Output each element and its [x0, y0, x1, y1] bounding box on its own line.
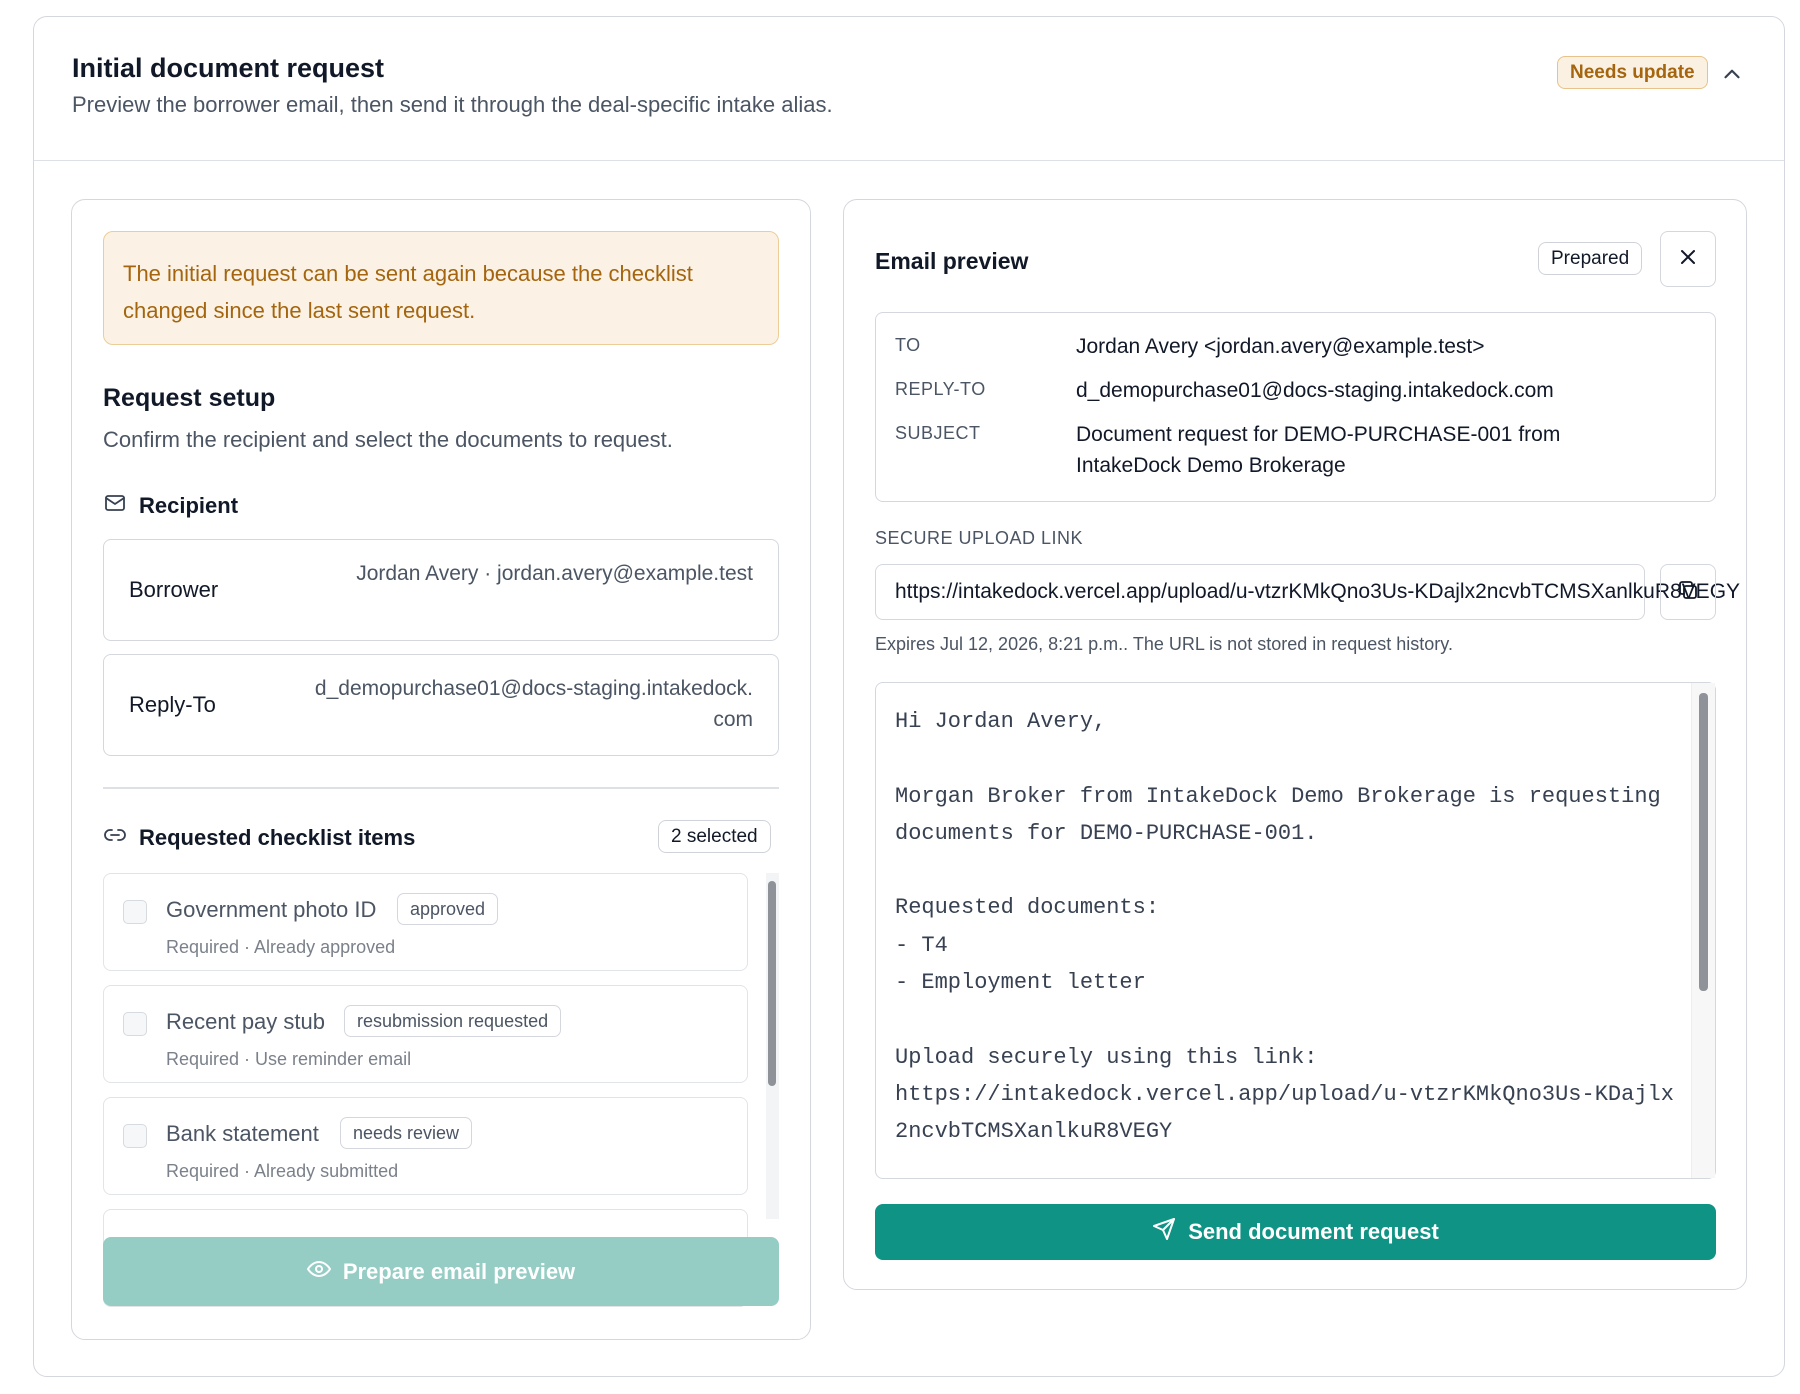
- reply-to-value: d_demopurchase01@docs-staging.intakedock.com: [314, 677, 753, 731]
- upload-link-field[interactable]: https://intakedock.vercel.app/upload/u-vtzrKMkQno3Us-KDajlx2ncvbTCMSXanlkuR8VEGY: [875, 564, 1645, 620]
- item-meta: Required · Already approved: [166, 937, 396, 957]
- item-meta: Required · Use reminder email: [166, 1049, 412, 1069]
- prepared-badge: Prepared: [1538, 242, 1642, 275]
- borrower-label: Borrower: [129, 577, 219, 602]
- reply-to-header-value: d_demopurchase01@docs-staging.intakedock.com: [1076, 379, 1554, 402]
- request-setup-panel: [71, 199, 811, 1340]
- item-checkbox[interactable]: [123, 900, 147, 924]
- checklist-item[interactable]: [103, 873, 748, 971]
- copy-link-button[interactable]: [1660, 564, 1716, 620]
- to-value: Jordan Avery <jordan.avery@example.test>: [1076, 335, 1485, 358]
- email-body-scrollbar[interactable]: [1699, 693, 1708, 991]
- item-meta: Required · Already submitted: [166, 1161, 399, 1181]
- link-expiry-note: Expires Jul 12, 2026, 8:21 p.m.. The URL is not stored in request history.: [875, 634, 1453, 654]
- to-key: TO: [895, 335, 921, 355]
- item-status-badge: approved: [397, 893, 498, 925]
- request-setup-title: Request setup: [103, 384, 276, 412]
- send-document-request-button[interactable]: [875, 1204, 1716, 1260]
- checklist-scrollbar[interactable]: [768, 881, 776, 1086]
- email-headers: [875, 312, 1716, 502]
- reply-to-label: Reply-To: [129, 692, 216, 717]
- item-name: Government photo ID: [166, 897, 377, 922]
- subject-key: SUBJECT: [895, 423, 981, 443]
- reply-to-key: REPLY-TO: [895, 379, 986, 399]
- close-preview-button[interactable]: [1660, 231, 1716, 287]
- page-subtitle: Preview the borrower email, then send it through the deal-specific intake alias.: [72, 92, 833, 117]
- section-divider: [103, 787, 779, 789]
- link-icon: [103, 823, 127, 853]
- reply-to-field: [103, 654, 779, 756]
- recipient-label: Recipient: [139, 493, 239, 518]
- needs-update-badge: Needs update: [1557, 56, 1708, 89]
- card-header: [34, 17, 1784, 161]
- item-status-badge: resubmission requested: [344, 1005, 561, 1037]
- close-icon: [1676, 245, 1700, 274]
- email-body[interactable]: [875, 682, 1716, 1179]
- send-button-label: Send document request: [1188, 1219, 1439, 1244]
- item-name: Bank statement: [166, 1121, 319, 1146]
- send-icon: [1152, 1217, 1176, 1247]
- email-body-text: Hi Jordan Avery, Morgan Broker from IntakeDock Demo Brokerage is requesting documents for DEMO-PURCHASE-001. Requested documents: - T4 - Employment letter Upload securely using this link: https://intakedock.vercel.app/upload/u-vtzrKMkQno3Us-KDajlx2ncvbTCMSXanlkuR8VEGY: [895, 709, 1674, 1145]
- copy-icon: [1676, 578, 1700, 607]
- checklist-changed-alert: The initial request can be sent again because the checklist changed since the last sent request.: [103, 231, 779, 345]
- borrower-field: [103, 539, 779, 641]
- eye-icon: [307, 1257, 331, 1287]
- item-name: Recent pay stub: [166, 1009, 325, 1034]
- checklist-item[interactable]: [103, 985, 748, 1083]
- borrower-value: Jordan Avery · jordan.avery@example.test: [356, 562, 753, 585]
- subject-value: Document request for DEMO-PURCHASE-001 from IntakeDock Demo Brokerage: [1076, 423, 1561, 477]
- mail-icon: [103, 491, 127, 521]
- checklist-label: Requested checklist items: [139, 825, 416, 850]
- email-preview-title: Email preview: [875, 248, 1029, 274]
- upload-link-label: SECURE UPLOAD LINK: [875, 528, 1084, 548]
- email-preview-panel: [843, 199, 1747, 1290]
- prepare-email-preview-button[interactable]: [103, 1237, 779, 1306]
- item-checkbox[interactable]: [123, 1124, 147, 1148]
- checklist-label-row: [103, 823, 415, 853]
- recipient-label-row: [103, 491, 238, 521]
- chevron-up-icon[interactable]: [1719, 61, 1745, 87]
- selected-count-badge: 2 selected: [658, 820, 771, 853]
- request-setup-subtitle: Confirm the recipient and select the documents to request.: [103, 427, 673, 452]
- item-checkbox[interactable]: [123, 1012, 147, 1036]
- checklist-list[interactable]: [103, 873, 779, 1219]
- item-status-badge: needs review: [340, 1117, 472, 1149]
- page-title: Initial document request: [72, 53, 385, 83]
- prepare-button-label: Prepare email preview: [342, 1258, 576, 1284]
- checklist-item[interactable]: [103, 1097, 748, 1195]
